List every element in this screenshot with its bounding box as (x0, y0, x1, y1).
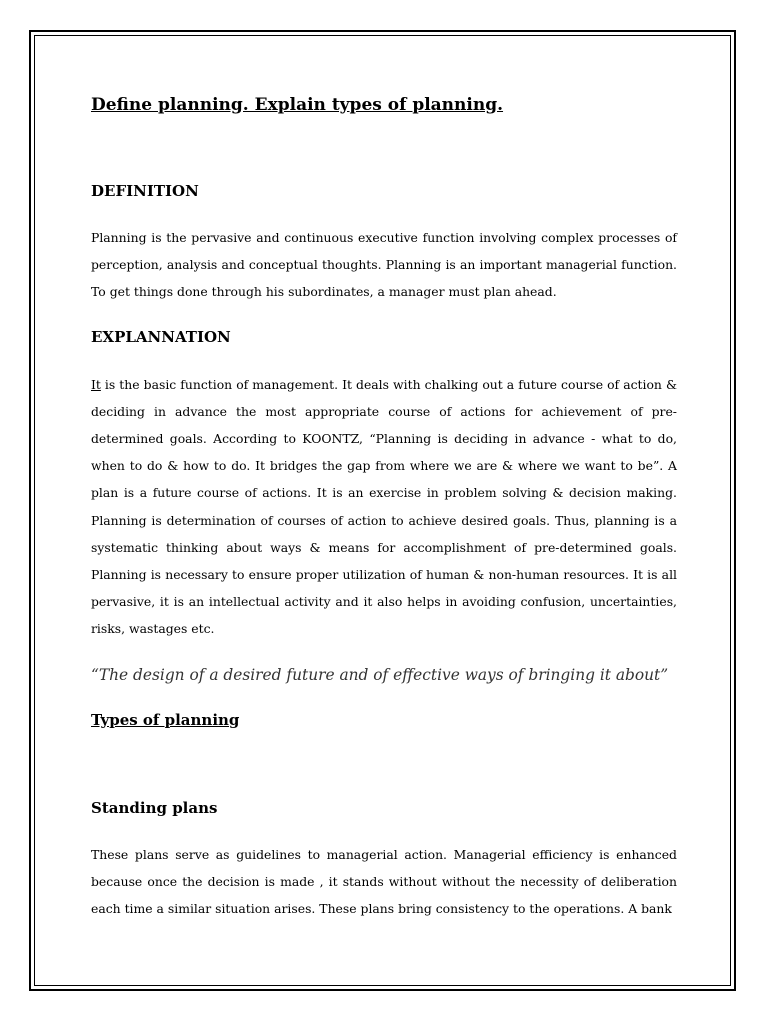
planning-quote: “The design of a desired future and of effective ways of bringing it about” (91, 665, 669, 684)
explanation-heading: EXPLANNATION (91, 327, 231, 346)
explanation-paragraph (91, 371, 677, 643)
definition-paragraph: Planning is the pervasive and continuous executive function involving complex processes of perception, analysis and conceptual thoughts. Planning is an important managerial function. To get things done through his subordinates, a manager must plan ahead. (91, 230, 677, 300)
document-body (91, 90, 677, 922)
explanation-text: is the basic function of management. It deals with chalking out a future course of action & deciding in advance the most appropriate course of actions for achievement of pre-determined goals. According to KOONTZ, “Planning is deciding in advance - what to do, when to do & how to do. It bridges the gap from where we are & where we want to be”. A plan is a future course of actions. It is an exercise in problem solving & decision making. Planning is determination of courses of action to achieve desired goals. Thus, planning is a systematic thinking about ways & means for accomplishment of pre-determined goals. Planning is necessary to ensure proper utilization of human & non-human resources. It is all pervasive, it is an intellectual activity and it also helps in avoiding confusion, uncertainties, risks, wastages etc. (91, 376, 677, 637)
types-of-planning-heading: Types of planning (91, 710, 240, 729)
standing-plans-heading: Standing plans (91, 798, 218, 817)
definition-heading: DEFINITION (91, 182, 199, 200)
standing-plans-paragraph: These plans serve as guidelines to managerial action. Managerial efficiency is enhanced because once the decision is made , it stands without without the necessity of deliberation each time a similar situation arises. These plans bring consistency to the operations. A bank (91, 846, 677, 917)
explanation-lead-word: It (91, 376, 101, 392)
document-title: Define planning. Explain types of planning. (91, 95, 504, 115)
